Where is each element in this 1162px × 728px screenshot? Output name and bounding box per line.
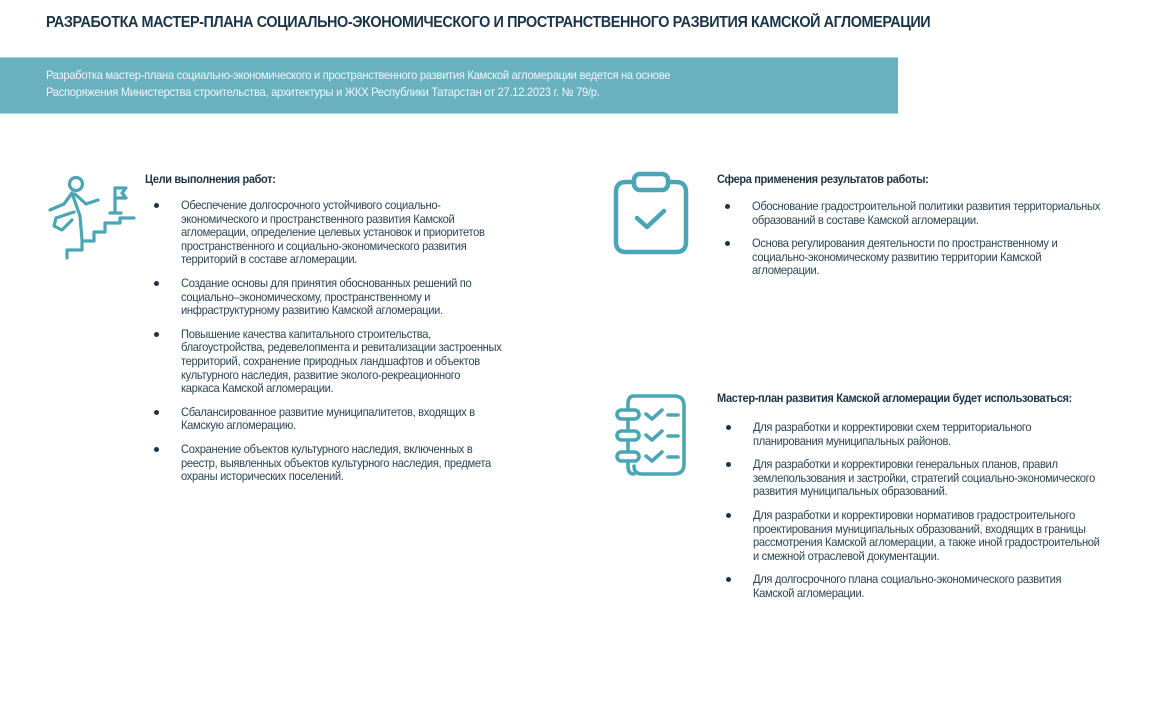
list-item-text: Создание основы для принятия обоснованных решений по социально–экономическому, пространственному и инфраструктурному развитию Камской агломерации.: [181, 275, 472, 318]
bullet-icon: [726, 513, 731, 518]
list-item-text: Для разработки и корректировки схем территориального планирования муниципальных районов.: [753, 420, 1032, 448]
bullet-icon: [726, 577, 731, 582]
list-item: [753, 509, 1158, 563]
usage-heading: Мастер-план развития Камской агломерации будет использоваться:: [717, 391, 1072, 405]
stairs-climb-flag-icon: [42, 168, 136, 262]
scope-list: [752, 200, 1162, 288]
checklist-notebook-icon: [612, 390, 692, 478]
scope-heading: Сфера применения результатов работы:: [717, 172, 929, 186]
list-item-text: Для долгосрочного плана социально-экономического развития Камской агломерации.: [753, 572, 1062, 600]
bullet-icon: [726, 462, 731, 467]
banner-line-1: Разработка мастер-плана социально-экономического и пространственного развития Камской агломерации ведется на основе: [46, 68, 671, 82]
list-item-text: Сбалансированное развитие муниципалитетов, входящих в Камскую агломерацию.: [181, 404, 475, 433]
list-item: [753, 573, 1158, 600]
bullet-icon: [725, 241, 730, 246]
goals-heading: Цели выполнения работ:: [145, 172, 276, 186]
list-item-text: Обеспечение долгосрочного устойчивого социально- экономического и пространственного развития Камской агломерации, определение целевых установок и приоритетов пространственного и социально-экономического развития территорий в составе агломерации.: [181, 198, 485, 267]
usage-list: [753, 421, 1158, 611]
list-item: [752, 237, 1162, 278]
list-item: [181, 406, 561, 433]
list-item-text: Для разработки и корректировки генеральных планов, правил землепользования и застройки, стратегий социально-экономического развития муниципальных образований.: [753, 457, 1096, 499]
list-item-text: Сохранение объектов культурного наследия, включенных в реестр, выявленных объектов культурного наследия, предмета охраны исторических поселений.: [181, 441, 491, 484]
list-item-text: Обоснование градостроительной политики развития территориальных образований в составе Камской агломерации.: [752, 199, 1100, 227]
list-item: [753, 458, 1158, 499]
clipboard-check-icon: [612, 170, 692, 258]
bullet-icon: [726, 425, 731, 430]
goals-list: [181, 199, 561, 494]
list-item-text: Для разработки и корректировки нормативов градостроительного проектирования муниципальных образований, входящих в границы рассмотрения Камской агломерации, а также иной градостроительной и смежной отраслевой документации.: [753, 507, 1100, 563]
bullet-icon: [154, 410, 159, 415]
banner-line-2: Распоряжения Министерства строительства, архитектуры и ЖКХ Республики Татарстан от 27.12.2023 г. № 79/р.: [46, 85, 600, 99]
list-item: [181, 443, 561, 484]
list-item-text: Основа регулирования деятельности по пространственному и социально-экономическому развитию территории Камской агломерации.: [752, 236, 1058, 278]
list-item: [752, 200, 1162, 227]
page-title: РАЗРАБОТКА МАСТЕР-ПЛАНА СОЦИАЛЬНО-ЭКОНОМИЧЕСКОГО И ПРОСТРАНСТВЕННОГО РАЗВИТИЯ КАМСКОЙ АГЛОМЕРАЦИИ: [46, 14, 931, 31]
list-item: [181, 328, 561, 396]
list-item-text: Повышение качества капитального строительства, благоустройства, редевелопмента и ревитализации застроенных территорий, сохранение природных ландшафтов и объектов культурного наследия, развитие эколого-рекреационного каркаса Камской агломерации.: [181, 326, 502, 396]
list-item: [753, 421, 1158, 448]
intro-banner: [0, 57, 898, 114]
list-item: [181, 199, 561, 267]
bullet-icon: [154, 332, 159, 337]
bullet-icon: [725, 204, 730, 209]
bullet-icon: [154, 203, 159, 208]
banner-text: [46, 67, 827, 101]
bullet-icon: [154, 281, 159, 286]
bullet-icon: [154, 447, 159, 452]
list-item: [181, 277, 561, 318]
